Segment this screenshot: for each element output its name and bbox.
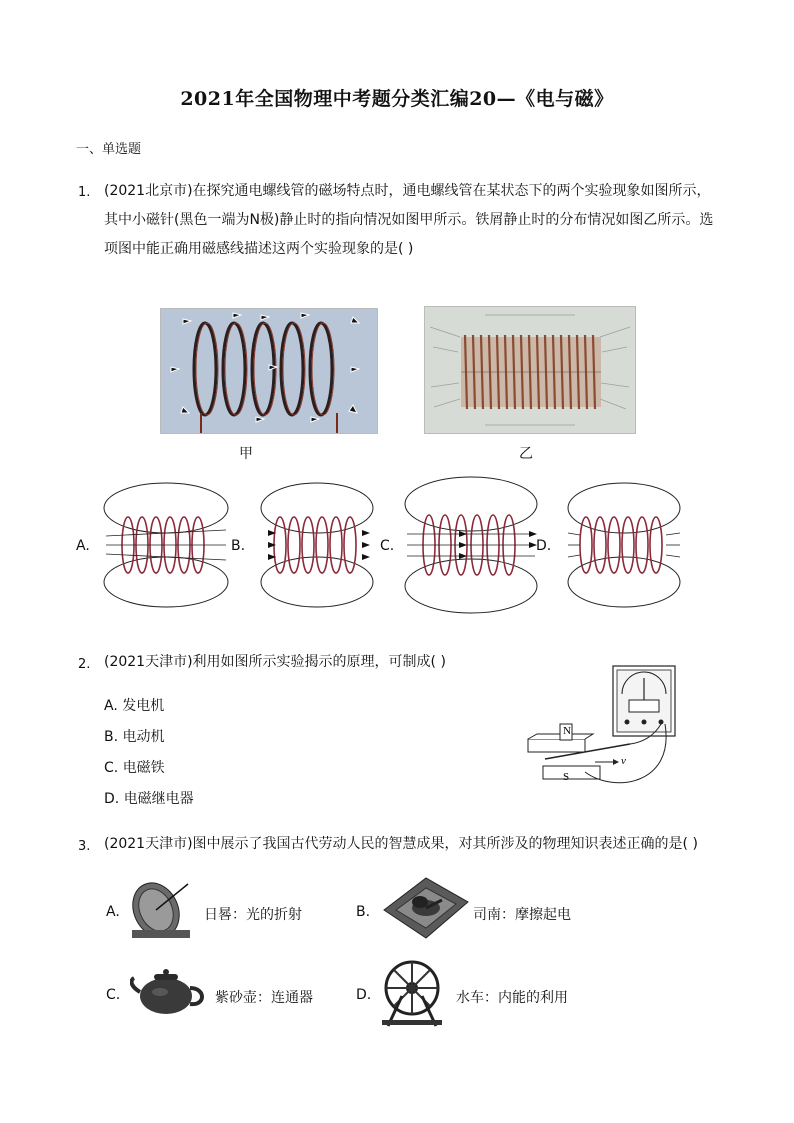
q1-option-b-label: B. <box>231 538 246 554</box>
section-heading: 一、单选题 <box>76 142 142 157</box>
velocity-label: v <box>621 755 626 767</box>
q2-option-c-letter: C. <box>104 760 119 776</box>
q2-option-a-letter: A. <box>104 698 118 714</box>
waterwheel-image[interactable] <box>378 956 446 1028</box>
q2-option-c-text: 电磁铁 <box>122 760 165 776</box>
question-3-text: (2021天津市)图中展示了我国古代劳动人民的智慧成果，对其所涉及的物理知识表述正确的是( ) <box>104 836 698 852</box>
q1-option-d-label: D. <box>536 538 552 554</box>
question-3-number: 3. <box>78 839 91 854</box>
q3-option-c-text: 紫砂壶：连通器 <box>215 990 313 1006</box>
q2-option-b[interactable] <box>104 726 165 746</box>
q3-option-c-letter: C. <box>106 987 121 1003</box>
q3-option-d-text: 水车：内能的利用 <box>456 990 568 1006</box>
galvanometer-experiment-diagram <box>525 664 690 794</box>
q3-option-a-letter: A. <box>106 904 120 920</box>
iron-filings-photo <box>424 306 636 434</box>
q2-option-a-text: 发电机 <box>122 698 165 714</box>
q2-option-b-text: 电动机 <box>122 729 165 745</box>
q1-option-c-label: C. <box>380 538 395 554</box>
sundial-image[interactable] <box>126 878 196 944</box>
q1-option-a-label: A. <box>76 538 90 554</box>
teapot-image[interactable] <box>130 962 208 1020</box>
magnet-s-label: S <box>563 771 570 783</box>
q2-option-d-text: 电磁继电器 <box>123 791 194 807</box>
solenoid-compass-photo <box>160 308 378 434</box>
q1-option-d-diagram[interactable] <box>562 478 692 612</box>
q2-option-d-letter: D. <box>104 791 120 807</box>
sinan-compass-image[interactable] <box>380 872 470 944</box>
question-2-number: 2. <box>78 657 91 672</box>
q3-option-b-letter: B. <box>356 904 371 920</box>
q2-option-d[interactable] <box>104 788 194 808</box>
figure-caption-jia: 甲 <box>239 446 253 462</box>
magnet-n-label: N <box>563 725 571 737</box>
q3-option-d-letter: D. <box>356 987 372 1003</box>
page-title: 2021年全国物理中考题分类汇编20—《电与磁》 <box>180 88 614 110</box>
q1-option-a-diagram[interactable] <box>96 478 236 612</box>
question-1-text: (2021北京市)在探究通电螺线管的磁场特点时，通电螺线管在某状态下的两个实验现象如图所示，其中小磁针(黑色一端为N极)静止时的指向情况如图甲所示。铁屑静止时的分布情况如图乙所示。选项图中能正确用磁感线描述这两个实验现象的是( ) <box>104 183 714 257</box>
question-1-number: 1. <box>78 185 91 200</box>
question-2-text: (2021天津市)利用如图所示实验揭示的原理，可制成( ) <box>104 654 446 670</box>
figure-caption-yi: 乙 <box>519 446 533 462</box>
q2-option-b-letter: B. <box>104 729 119 745</box>
q3-option-a-text: 日晷：光的折射 <box>204 907 302 923</box>
q1-option-b-diagram[interactable] <box>254 478 384 612</box>
q2-option-a[interactable] <box>104 695 164 715</box>
q2-option-c[interactable] <box>104 757 165 777</box>
q3-option-b-text: 司南：摩擦起电 <box>473 907 571 923</box>
q1-option-c-diagram[interactable] <box>399 472 544 618</box>
